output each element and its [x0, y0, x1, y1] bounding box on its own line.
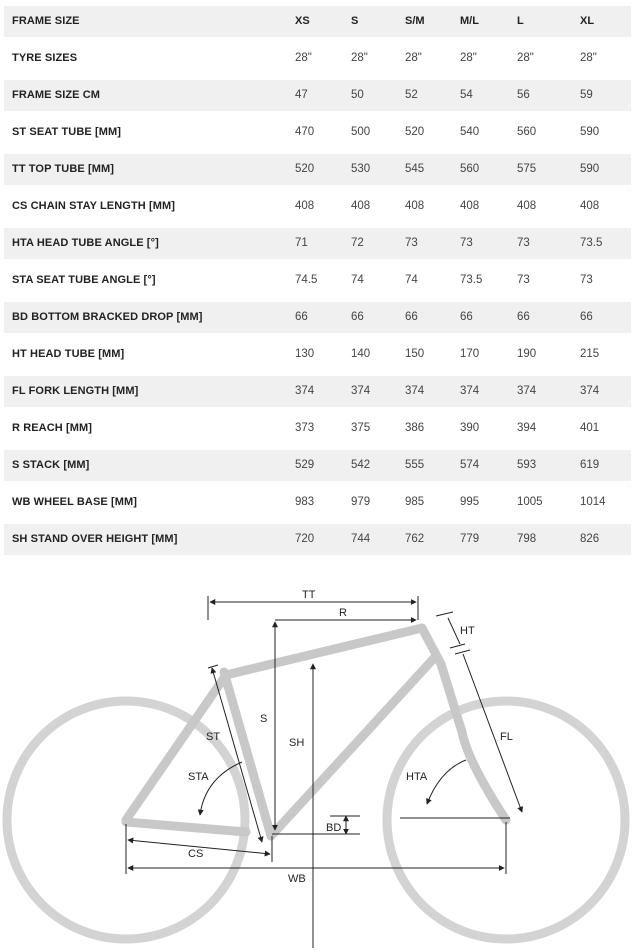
row-label: FRAME SIZE CM	[12, 89, 101, 101]
row-value: 590	[580, 126, 600, 138]
header-size-xs: XS	[295, 15, 310, 27]
row-value: 170	[460, 348, 480, 360]
row-value: 520	[295, 163, 315, 175]
row-value: 73.5	[580, 237, 603, 249]
table-row	[4, 80, 631, 111]
row-value: 150	[405, 348, 425, 360]
row-value: 983	[295, 496, 315, 508]
row-label: CS CHAIN STAY LENGTH [MM]	[12, 200, 176, 212]
label-r: R	[339, 607, 347, 619]
row-value: 545	[405, 163, 425, 175]
row-value: 374	[460, 385, 480, 397]
row-value: 390	[460, 422, 480, 434]
row-value: 66	[351, 311, 364, 323]
row-value: 470	[295, 126, 315, 138]
row-value: 73	[580, 274, 593, 286]
label-tt: TT	[302, 589, 316, 601]
label-hta: HTA	[406, 771, 428, 783]
table-row	[4, 339, 631, 370]
header-label: FRAME SIZE	[12, 15, 80, 27]
row-value: 408	[460, 200, 480, 212]
label-fl: FL	[500, 731, 513, 743]
table-row	[4, 154, 631, 185]
table-row	[4, 376, 631, 407]
row-value: 215	[580, 348, 600, 360]
geometry-diagram	[0, 572, 635, 952]
row-value: 66	[460, 311, 473, 323]
row-value: 66	[580, 311, 593, 323]
row-value: 66	[295, 311, 308, 323]
row-value: 28"	[460, 52, 477, 64]
table-row	[4, 228, 631, 259]
row-label: BD BOTTOM BRACKED DROP [MM]	[12, 311, 203, 323]
row-value: 28"	[351, 52, 368, 64]
label-sta: STA	[188, 771, 209, 783]
row-value: 73	[460, 237, 473, 249]
table-row	[4, 117, 631, 148]
label-bd: BD	[326, 822, 342, 834]
row-value: 720	[295, 533, 315, 545]
row-value: 394	[517, 422, 537, 434]
chain-stay	[126, 822, 246, 832]
row-label: HTA HEAD TUBE ANGLE [°]	[12, 237, 159, 249]
row-value: 74.5	[295, 274, 318, 286]
row-value: 50	[351, 89, 364, 101]
row-value: 73	[517, 274, 530, 286]
table-row	[4, 191, 631, 222]
row-value: 66	[405, 311, 418, 323]
row-value: 779	[460, 533, 480, 545]
row-value: 762	[405, 533, 425, 545]
row-label: SH STAND OVER HEIGHT [MM]	[12, 533, 178, 545]
row-value: 73.5	[460, 274, 483, 286]
row-value: 560	[460, 163, 480, 175]
row-value: 71	[295, 237, 308, 249]
row-label: HT HEAD TUBE [MM]	[12, 348, 125, 360]
row-value: 985	[405, 496, 425, 508]
row-value: 520	[405, 126, 425, 138]
row-value: 74	[351, 274, 364, 286]
row-value: 408	[405, 200, 425, 212]
row-value: 619	[580, 459, 600, 471]
row-value: 408	[351, 200, 371, 212]
row-value: 28"	[517, 52, 534, 64]
row-value: 1014	[580, 496, 606, 508]
row-label: S STACK [MM]	[12, 459, 90, 471]
label-wb: WB	[288, 873, 306, 885]
row-value: 1005	[517, 496, 543, 508]
header-size-ml: M/L	[460, 15, 479, 27]
row-value: 52	[405, 89, 418, 101]
row-value: 401	[580, 422, 600, 434]
row-value: 59	[580, 89, 593, 101]
row-value: 374	[517, 385, 537, 397]
label-st: ST	[206, 731, 221, 743]
table-row	[4, 487, 631, 518]
row-value: 54	[460, 89, 473, 101]
label-sh: SH	[289, 737, 305, 749]
row-value: 408	[580, 200, 600, 212]
header-size-l: L	[517, 15, 524, 27]
header-size-xl: XL	[580, 15, 595, 27]
row-value: 375	[351, 422, 371, 434]
row-value: 826	[580, 533, 600, 545]
row-value: 560	[517, 126, 537, 138]
row-label: TYRE SIZES	[12, 52, 78, 64]
row-value: 530	[351, 163, 371, 175]
row-value: 575	[517, 163, 537, 175]
row-value: 374	[351, 385, 371, 397]
row-label: R REACH [MM]	[12, 422, 93, 434]
row-value: 979	[351, 496, 371, 508]
table-row	[4, 43, 631, 74]
row-value: 130	[295, 348, 315, 360]
row-value: 66	[517, 311, 530, 323]
row-label: WB WHEEL BASE [MM]	[12, 496, 138, 508]
row-value: 590	[580, 163, 600, 175]
row-value: 555	[405, 459, 425, 471]
header-size-sm: S/M	[405, 15, 425, 27]
row-value: 73	[405, 237, 418, 249]
row-value: 374	[405, 385, 425, 397]
table-row	[4, 302, 631, 333]
table-row	[4, 450, 631, 481]
row-value: 744	[351, 533, 371, 545]
row-value: 574	[460, 459, 480, 471]
label-s: S	[260, 713, 268, 725]
table-row	[4, 524, 631, 555]
label-ht: HT	[460, 625, 475, 637]
seat-stay	[126, 675, 226, 820]
row-value: 374	[295, 385, 315, 397]
row-value: 995	[460, 496, 480, 508]
row-value: 56	[517, 89, 530, 101]
label-cs: CS	[188, 848, 204, 860]
table-header-row	[4, 6, 631, 37]
row-value: 73	[517, 237, 530, 249]
row-label: STA SEAT TUBE ANGLE [°]	[12, 274, 156, 286]
bike-frame	[126, 628, 506, 836]
row-value: 593	[517, 459, 537, 471]
row-label: ST SEAT TUBE [MM]	[12, 126, 122, 138]
row-value: 72	[351, 237, 364, 249]
row-value: 540	[460, 126, 480, 138]
row-value: 408	[295, 200, 315, 212]
table-row	[4, 265, 631, 296]
row-value: 386	[405, 422, 425, 434]
row-value: 373	[295, 422, 315, 434]
row-value: 500	[351, 126, 371, 138]
row-value: 47	[295, 89, 308, 101]
row-value: 374	[580, 385, 600, 397]
row-label: FL FORK LENGTH [MM]	[12, 385, 139, 397]
row-value: 140	[351, 348, 371, 360]
row-value: 28"	[405, 52, 422, 64]
row-value: 74	[405, 274, 418, 286]
table-row	[4, 413, 631, 444]
row-value: 798	[517, 533, 537, 545]
row-value: 542	[351, 459, 371, 471]
row-value: 28"	[580, 52, 597, 64]
top-tube	[226, 628, 422, 675]
row-value: 28"	[295, 52, 312, 64]
row-label: TT TOP TUBE [MM]	[12, 163, 115, 175]
row-value: 190	[517, 348, 537, 360]
row-value: 529	[295, 459, 315, 471]
row-value: 408	[517, 200, 537, 212]
header-size-s: S	[351, 15, 359, 27]
